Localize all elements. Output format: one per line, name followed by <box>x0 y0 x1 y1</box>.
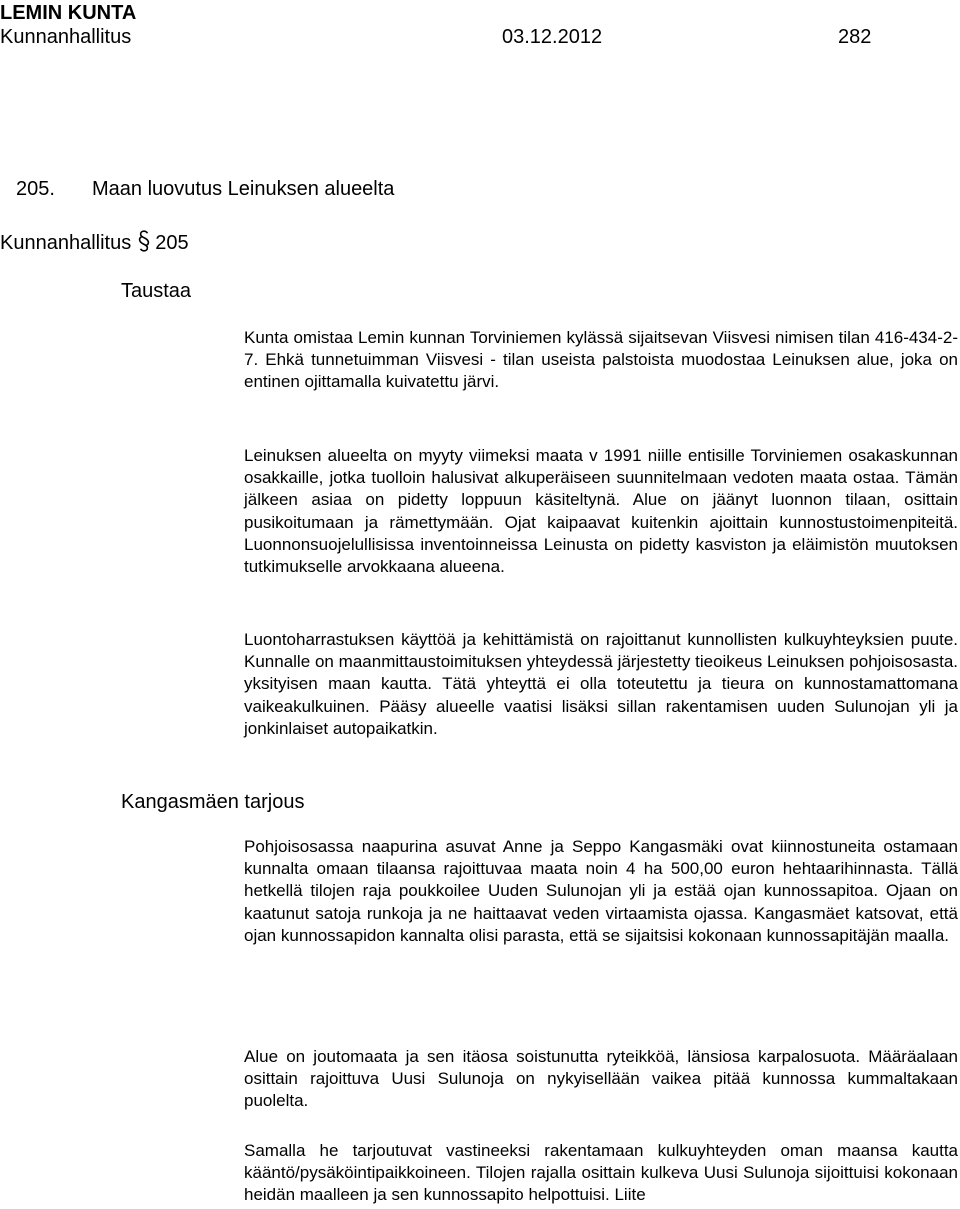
paragraph: Luontoharrastuksen käyttöä ja kehittämistä on rajoittanut kunnollisten kulkuyhteyksien puute. Kunnalle on maanmittaustoimituksen yhteydessä järjestetty tieoikeus Leinuksen pohjoisosasta. yksityisen maan kautta. Tätä yhteyttä ei olla toteutettu ja tieura on kunnostamattomana vaikeakulkuinen. Pääsy alueelle vaatisi lisäksi sillan rakentamisen uuden Sulunojan yli ja jonkinlaiset autopaikatkin. <box>244 630 958 738</box>
taustaa-paragraph-2 <box>244 445 958 578</box>
kangasmaen-paragraph-3 <box>244 1140 958 1207</box>
paragraph: Pohjoisosassa naapurina asuvat Anne ja Seppo Kangasmäki ovat kiinnostuneita ostamaan kunnalta omaan tilaansa rajoittuvaa maata noin 4 ha 500,00 euron hehtaarihinnasta. Tällä hetkellä tilojen raja poukkoilee Uuden Sulunojan yli ja estää ojan kunnossapitoa. Ojaan on kaatunut satoja runkoja ja ne haittaavat veden virtaamista ojassa. Kangasmäet katsovat, että ojan kunnossapidon kannalta olisi parasta, että se sijaitsisi kokonaan kunnossapitäjän maalla. <box>244 837 958 945</box>
section-label-kangasmaen-tarjous: Kangasmäen tarjous <box>121 791 305 813</box>
header-page-number: 282 <box>838 26 872 48</box>
organization-name: LEMIN KUNTA <box>0 2 137 24</box>
header-date: 03.12.2012 <box>502 26 603 48</box>
paragraph: Kunta omistaa Lemin kunnan Torviniemen kylässä sijaitsevan Viisvesi nimisen tilan 416-434-2-7. Ehkä tunnetuimman Viisvesi - tilan useista palstoista muodostaa Leinuksen alue, joka on entinen ojittamalla kuivatettu järvi. <box>244 328 958 392</box>
reference-body: Kunnanhallitus <box>0 232 132 254</box>
kangasmaen-paragraph-1 <box>244 836 958 947</box>
taustaa-paragraph-1 <box>244 327 958 394</box>
kangasmaen-paragraph-2 <box>244 1046 958 1113</box>
item-reference <box>0 230 189 256</box>
paragraph: Leinuksen alueelta on myyty viimeksi maata v 1991 niille entisille Torviniemen osakaskunnan osakkaille, jotka tuolloin halusivat alkuperäiseen suunnitelmaan vedoten maata ostaa. Tämän jälkeen asiaa on pidetty loppuun käsiteltynä. Alue on jäänyt luonnon tilaan, osittain pusikoitumaan ja rämettymään. Ojat kaipaavat kuitenkin ajoittain kunnostustoimenpiteitä. Luonnonsuojelullisissa inventoinneissa Leinusta on pidetty kasviston ja eläimistön muutoksen tutkimukselle arvokkaana alueena. <box>244 446 958 577</box>
paragraph: Alue on joutomaata ja sen itäosa soistunutta ryteikköä, länsiosa karpalosuota. Määräalaan osittain rajoittuva Uusi Sulunoja on nykyisellään vaikea pitää kunnossa kummaltakaan puolelta. <box>244 1047 958 1111</box>
section-sign-icon <box>137 230 151 252</box>
paragraph: Samalla he tarjoutuvat vastineeksi rakentamaan kulkuyhteyden oman maansa kautta kääntö/pysäköintipaikkoineen. Tilojen rajalla osittain kulkeva Uusi Sulunoja sijoittuisi kokonaan heidän maalleen ja sen kunnossapito helpottuisi. Liite <box>244 1141 958 1205</box>
item-heading <box>0 176 394 202</box>
item-number: 205. <box>16 178 55 200</box>
item-title: Maan luovutus Leinuksen alueelta <box>92 178 395 200</box>
section-label-taustaa: Taustaa <box>121 280 192 302</box>
taustaa-paragraph-3 <box>244 629 958 740</box>
header-body: Kunnanhallitus <box>0 26 132 48</box>
reference-number: 205 <box>155 232 189 254</box>
